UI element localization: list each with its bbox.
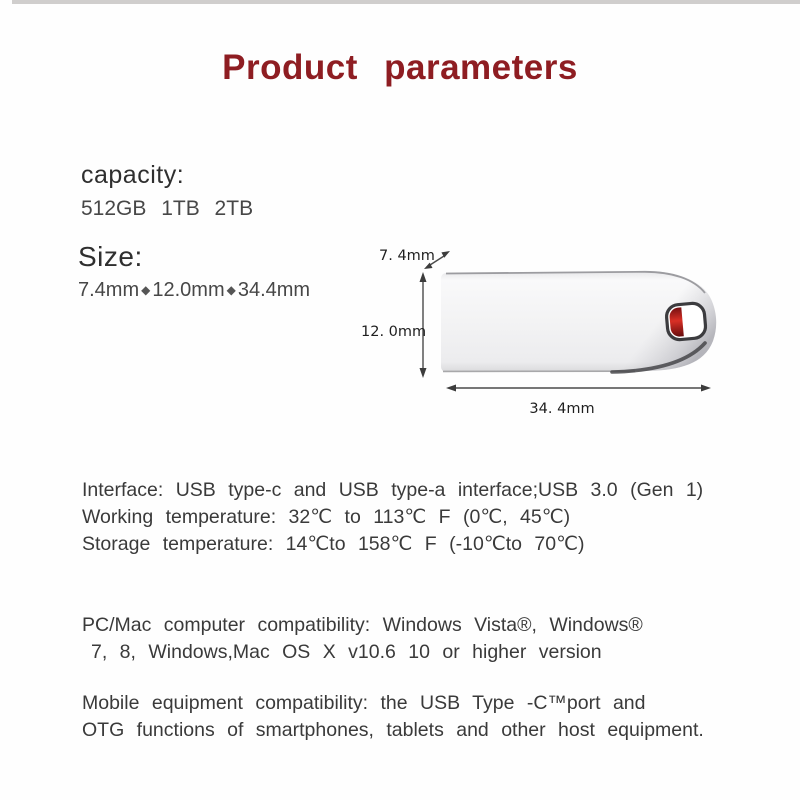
capacity-label: capacity: (81, 161, 185, 189)
capacity-section (81, 161, 253, 221)
pc-compatibility-section (82, 612, 643, 666)
pc-compatibility-line2: 7, 8, Windows,Mac OS X v10.6 10 or higher version (91, 641, 602, 663)
mobile-compatibility-section (82, 690, 704, 744)
mobile-compatibility-line2: OTG functions of smartphones, tablets and other host equipment. (82, 719, 704, 741)
height-dimension-label: 12. 0mm (361, 324, 427, 340)
size-label: Size: (78, 241, 143, 272)
specs-section (82, 477, 703, 558)
length-dimension-label: 34. 4mm (529, 401, 595, 417)
page-title: Product parameters (222, 48, 578, 87)
mobile-compatibility-line1: Mobile equipment compatibility: the USB Type -C™port and (82, 692, 646, 714)
keyring-hole (666, 302, 707, 340)
depth-dimension-label: 7. 4mm (379, 248, 435, 264)
spec-interface: Interface: USB type-c and USB type-a interface;USB 3.0 (Gen 1) (82, 479, 704, 501)
size-values (78, 279, 310, 302)
usb-drive-body (441, 271, 716, 372)
spec-storage-temperature: Storage temperature: 14℃to 158℃ F (-10℃to 70℃) (82, 533, 585, 555)
usb-drive-dimension-diagram (350, 225, 770, 435)
size-section (78, 241, 310, 302)
size-width-value: 7.4mm (78, 279, 140, 301)
diamond-separator-icon: ◆ (141, 283, 151, 297)
spec-working-temperature: Working temperature: 32℃ to 113℃ F (0℃, 45℃) (82, 506, 571, 528)
size-length-value: 34.4mm (237, 279, 311, 301)
diamond-separator-icon: ◆ (226, 283, 236, 297)
capacity-values: 512GB 1TB 2TB (81, 197, 254, 220)
size-height-value: 12.0mm (152, 279, 225, 301)
top-border-strip (12, 0, 800, 4)
length-dimension-arrow (446, 385, 711, 392)
pc-compatibility-line1: PC/Mac computer compatibility: Windows Vista®, Windows® (82, 614, 643, 636)
